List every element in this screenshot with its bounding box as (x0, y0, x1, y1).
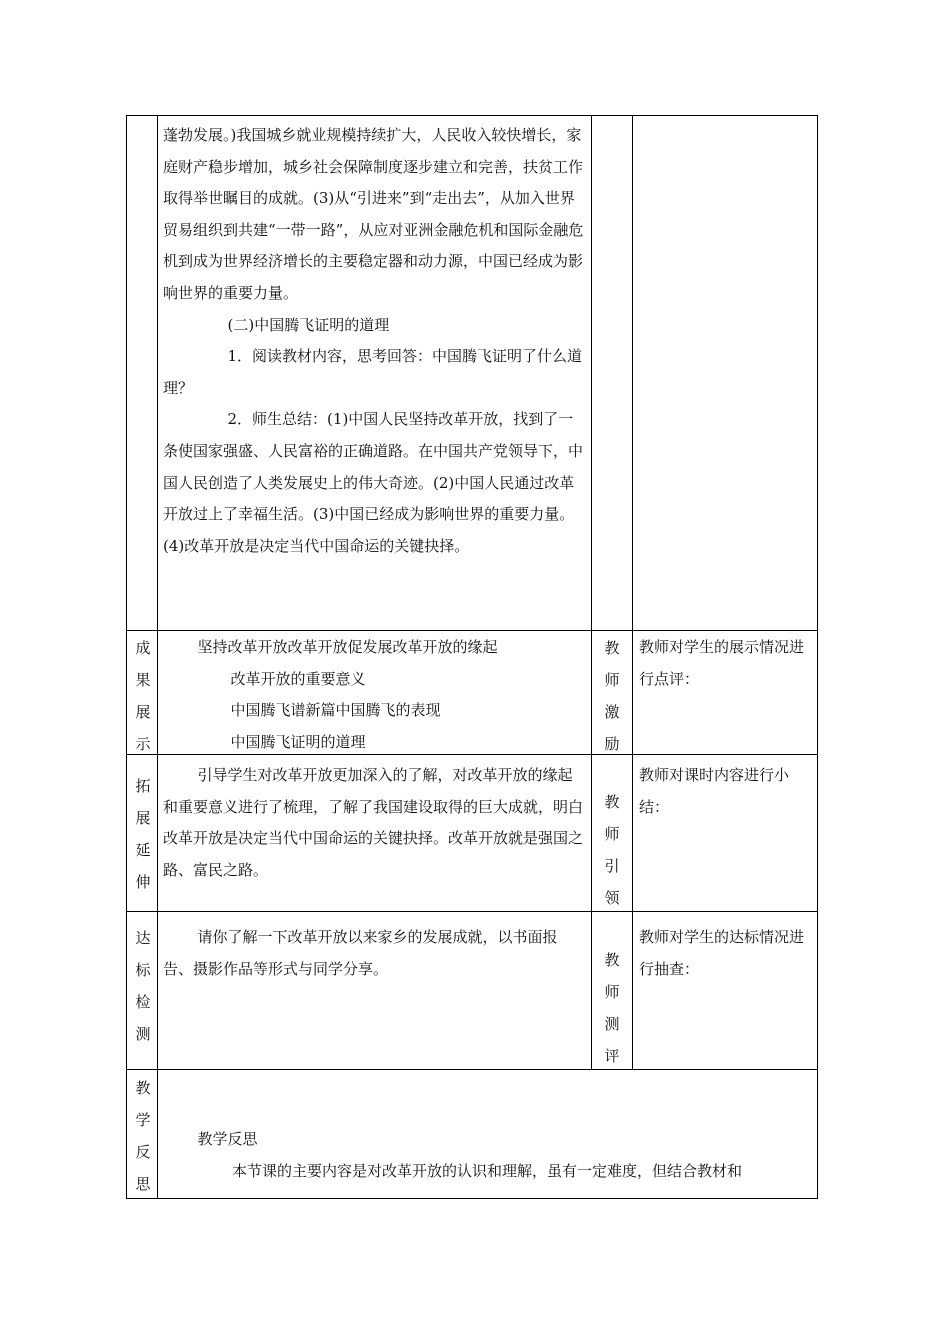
results-line: 中国腾飞谱新篇中国腾飞的表现 (230, 701, 441, 720)
assessment-text: 请你了解一下改革开放以来家乡的发展成就，以书面报告、摄影作品等形式与同学分享。 (163, 928, 558, 978)
label-char: 伸 (135, 873, 151, 891)
label-char: 达 (135, 929, 151, 947)
method-char: 评 (604, 1047, 620, 1065)
row-divider (127, 911, 817, 912)
method-char: 测 (604, 1015, 620, 1033)
label-char: 检 (135, 993, 151, 1011)
row-label-assessment (131, 922, 155, 1050)
column-divider (632, 116, 633, 1069)
row-label-extension (131, 770, 155, 898)
method-char: 教 (604, 793, 620, 811)
label-char: 成 (135, 639, 151, 657)
method-char: 引 (604, 857, 620, 875)
results-line: 坚持改革开放改革开放促发展改革开放的缘起 (197, 638, 498, 656)
lesson-plan-table (126, 115, 818, 1199)
row-divider (127, 1069, 817, 1070)
method-char: 教 (604, 639, 620, 657)
method-char: 师 (604, 983, 620, 1001)
reflection-heading: 教学反思 (197, 1130, 258, 1148)
note-extension: 教师对课时内容进行小结： (639, 766, 790, 816)
results-line: 改革开放的重要意义 (230, 669, 366, 688)
label-char: 思 (135, 1175, 151, 1193)
extension-content (163, 760, 587, 886)
method-results (597, 632, 627, 760)
continuation-paragraph: 蓬勃发展。)我国城乡就业规模持续扩大，人民收入较快增长，家庭财产稳步增加，城乡社会保障制度逐步建立和完善，扶贫工作取得举世瞩目的成就。(3)从“引进来”到“走出去”，从加入世界贸易组织到共建“一带一路”，从应对亚洲金融危机和国际金融危机到成为世界经济增长的主要稳定器和动力源，中国已经成为影响世界的重要力量。 (163, 126, 584, 302)
label-char: 标 (135, 961, 151, 979)
note-assessment: 教师对学生的达标情况进行抽查： (639, 928, 805, 978)
label-char: 教 (135, 1079, 151, 1097)
label-char: 展 (135, 809, 151, 827)
method-char: 领 (604, 889, 620, 907)
results-line: 中国腾飞证明的道理 (230, 732, 366, 751)
row-label-results (131, 632, 155, 760)
method-char: 励 (604, 735, 620, 753)
method-assessment (597, 944, 627, 1072)
label-char: 果 (135, 671, 151, 689)
label-char: 学 (135, 1111, 151, 1129)
continuation-content (163, 116, 587, 562)
row-divider (127, 630, 817, 631)
method-char: 教 (604, 951, 620, 969)
assessment-content (163, 922, 587, 985)
column-divider (591, 116, 592, 1069)
label-char: 延 (135, 841, 151, 859)
continuation-paragraph: 2．师生总结：(1)中国人民坚持改革开放，找到了一条使国家强盛、人民富裕的正确道路。在中国共产党领导下，中国人民创造了人类发展史上的伟大奇迹。(2)中国人民通过改革开放过上了幸福生活。(3)中国已经成为影响世界的重要力量。(4)改革开放是决定当代中国命运的关键抉择。 (163, 410, 584, 555)
note-results: 教师对学生的展示情况进行点评： (639, 638, 805, 688)
continuation-paragraph: 1．阅读教材内容，思考回答：中国腾飞证明了什么道理？ (163, 347, 583, 397)
extension-text: 引导学生对改革开放更加深入的了解，对改革开放的缘起和重要意义进行了梳理，了解了我国建设取得的巨大成就，明白改革开放是决定当代中国命运的关键抉择。改革开放就是强国之路、富民之路。 (163, 766, 584, 879)
section-heading: (二)中国腾飞证明的道理 (227, 315, 390, 334)
label-char: 反 (135, 1143, 151, 1161)
column-divider (157, 116, 158, 1198)
label-char: 示 (135, 735, 151, 753)
method-char: 激 (604, 703, 620, 721)
row-label-reflection (131, 1072, 155, 1200)
method-char: 师 (604, 671, 620, 689)
label-char: 展 (135, 703, 151, 721)
label-char: 测 (135, 1025, 151, 1043)
method-extension (597, 786, 627, 914)
reflection-text: 本节课的主要内容是对改革开放的认识和理解，虽有一定难度，但结合教材和 (232, 1161, 743, 1180)
method-char: 师 (604, 825, 620, 843)
reflection-content (163, 1124, 811, 1187)
results-content (163, 632, 587, 758)
label-char: 拓 (135, 777, 151, 795)
